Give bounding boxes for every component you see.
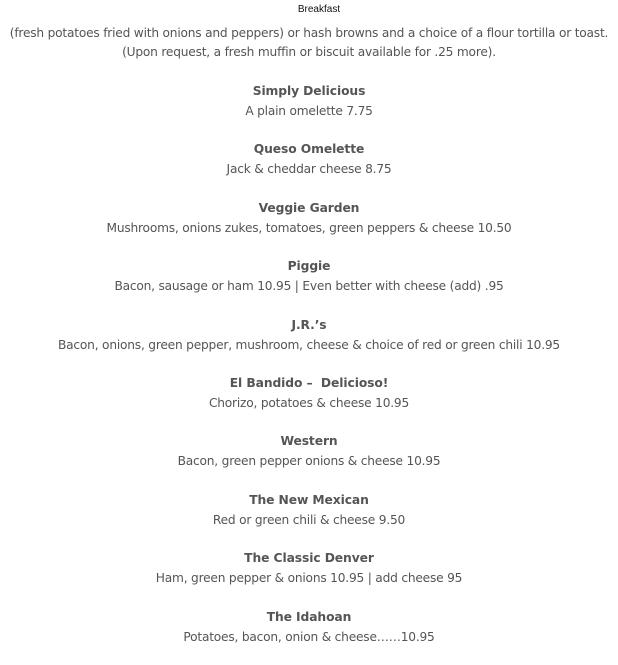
menu-title: Breakfast (297, 4, 341, 15)
item-description: Bacon, sausage or ham 10.95 | Even better with cheese (add) .95 (114, 279, 504, 294)
item-description: Chorizo, potatoes & cheese 10.95 (208, 395, 410, 410)
item-description: Bacon, onions, green pepper, mushroom, cheese & choice of red or green chili 10.95 (58, 337, 560, 352)
item-name: The Idahoan (266, 609, 352, 624)
item-name: Piggie (287, 259, 331, 274)
menu-item (0, 548, 618, 606)
item-description: Red or green chili & cheese 9.50 (212, 512, 406, 527)
item-description: Ham, green pepper & onions 10.95 | add cheese 95 (155, 571, 463, 586)
menu-item (0, 81, 618, 139)
intro-line: (fresh potatoes fried with onions and peppers) or hash browns and a choice of a flour tortilla or toast. (9, 25, 609, 40)
item-name: Queso Omelette (253, 142, 365, 157)
item-name: Veggie Garden (258, 200, 360, 215)
item-name: Simply Delicious (252, 84, 366, 98)
menu-item (0, 607, 618, 665)
item-name: Western (280, 434, 338, 449)
intro-line: (Upon request, a fresh muffin or biscuit available for .25 more). (122, 44, 496, 59)
item-description: Bacon, green pepper onions & cheese 10.95 (177, 454, 441, 469)
menu-item (0, 139, 618, 197)
menu-item (0, 256, 618, 314)
item-name: The Classic Denver (244, 551, 374, 566)
item-description: Mushrooms, onions zukes, tomatoes, green peppers & cheese 10.50 (106, 220, 512, 235)
menu-items (0, 81, 618, 665)
menu-item (0, 315, 618, 373)
item-name: El Bandido – Delicioso! (229, 375, 389, 390)
menu-item (0, 373, 618, 431)
item-name: The New Mexican (249, 492, 369, 507)
item-name: J.R.’s (291, 317, 327, 332)
menu-item (0, 198, 618, 256)
item-description: A plain omelette 7.75 (245, 104, 373, 118)
menu-item (0, 490, 618, 548)
item-description: Jack & cheddar cheese 8.75 (226, 162, 392, 177)
item-description: Potatoes, bacon, onion & cheese……10.95 (183, 629, 435, 644)
menu-item (0, 431, 618, 489)
